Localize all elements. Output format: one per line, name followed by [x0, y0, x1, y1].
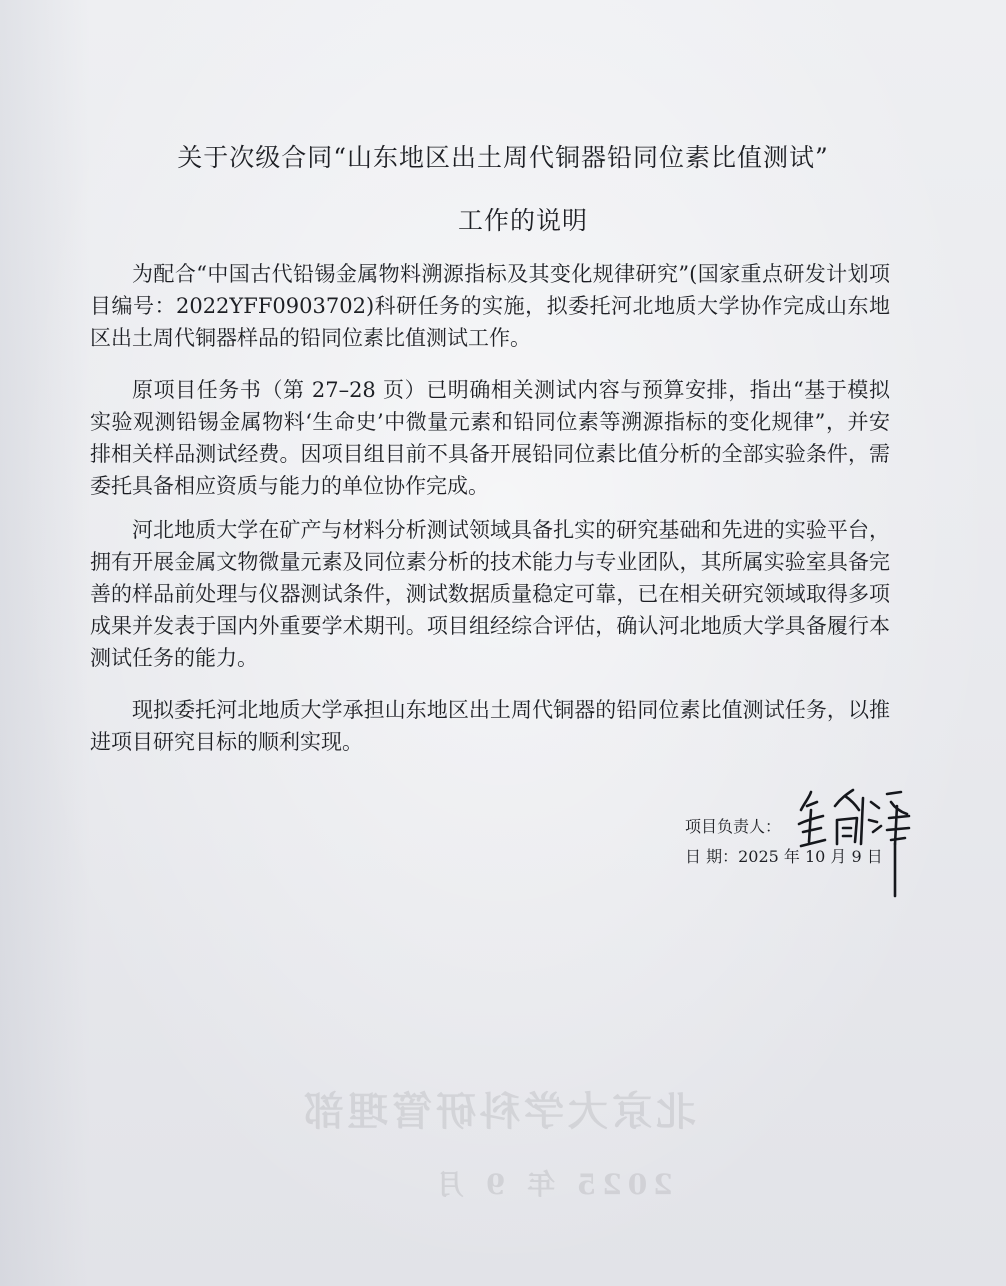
document-subtitle: 工作的说明: [457, 206, 588, 235]
date-label: 日 期：: [685, 847, 739, 866]
page-shadow: [0, 0, 90, 1286]
show-through-date: 2025 年 9 月: [430, 1168, 673, 1201]
handwritten-signature: [795, 780, 920, 900]
date-value: 2025 年 10 月 9 日: [738, 847, 883, 866]
paragraph-3: 河北地质大学在矿产与材料分析测试领域具备扎实的研究基础和先进的实验平台，拥有开展金属文物微量元素及同位素分析的技术能力与专业团队，其所属实验室具备完善的样品前处理与仪器测试条件，测试数据质量稳定可靠，已在相关研究领域取得多项成果并发表于国内外重要学术期刊。项目组经综合评估，确认河北地质大学具备履行本测试任务的能力。: [90, 518, 890, 670]
signer-label: 项目负责人：: [685, 817, 782, 836]
paragraph-4: 现拟委托河北地质大学承担山东地区出土周代铜器的铅同位素比值测试任务，以推进项目研究目标的顺利实现。: [90, 698, 890, 754]
paragraph-2: 原项目任务书（第 27–28 页）已明确相关测试内容与预算安排，指出“基于模拟实验观测铅锡金属物料‘生命史’中微量元素和铅同位素等溯源指标的变化规律”，并安排相关样品测试经费。因项目组目前不具备开展铅同位素比值分析的全部实验条件，需委托具备相应资质与能力的单位协作完成。: [90, 378, 890, 498]
show-through-org: 北京大学科研管理部: [300, 1088, 696, 1135]
document-title: 关于次级合同“山东地区出土周代铜器铅同位素比值测试”: [177, 143, 829, 172]
paragraph-1: 为配合“中国古代铅锡金属物料溯源指标及其变化规律研究”(国家重点研发计划项目编号：2022YFF0903702)科研任务的实施，拟委托河北地质大学协作完成山东地区出土周代铜器样品的铅同位素比值测试工作。: [90, 262, 890, 350]
